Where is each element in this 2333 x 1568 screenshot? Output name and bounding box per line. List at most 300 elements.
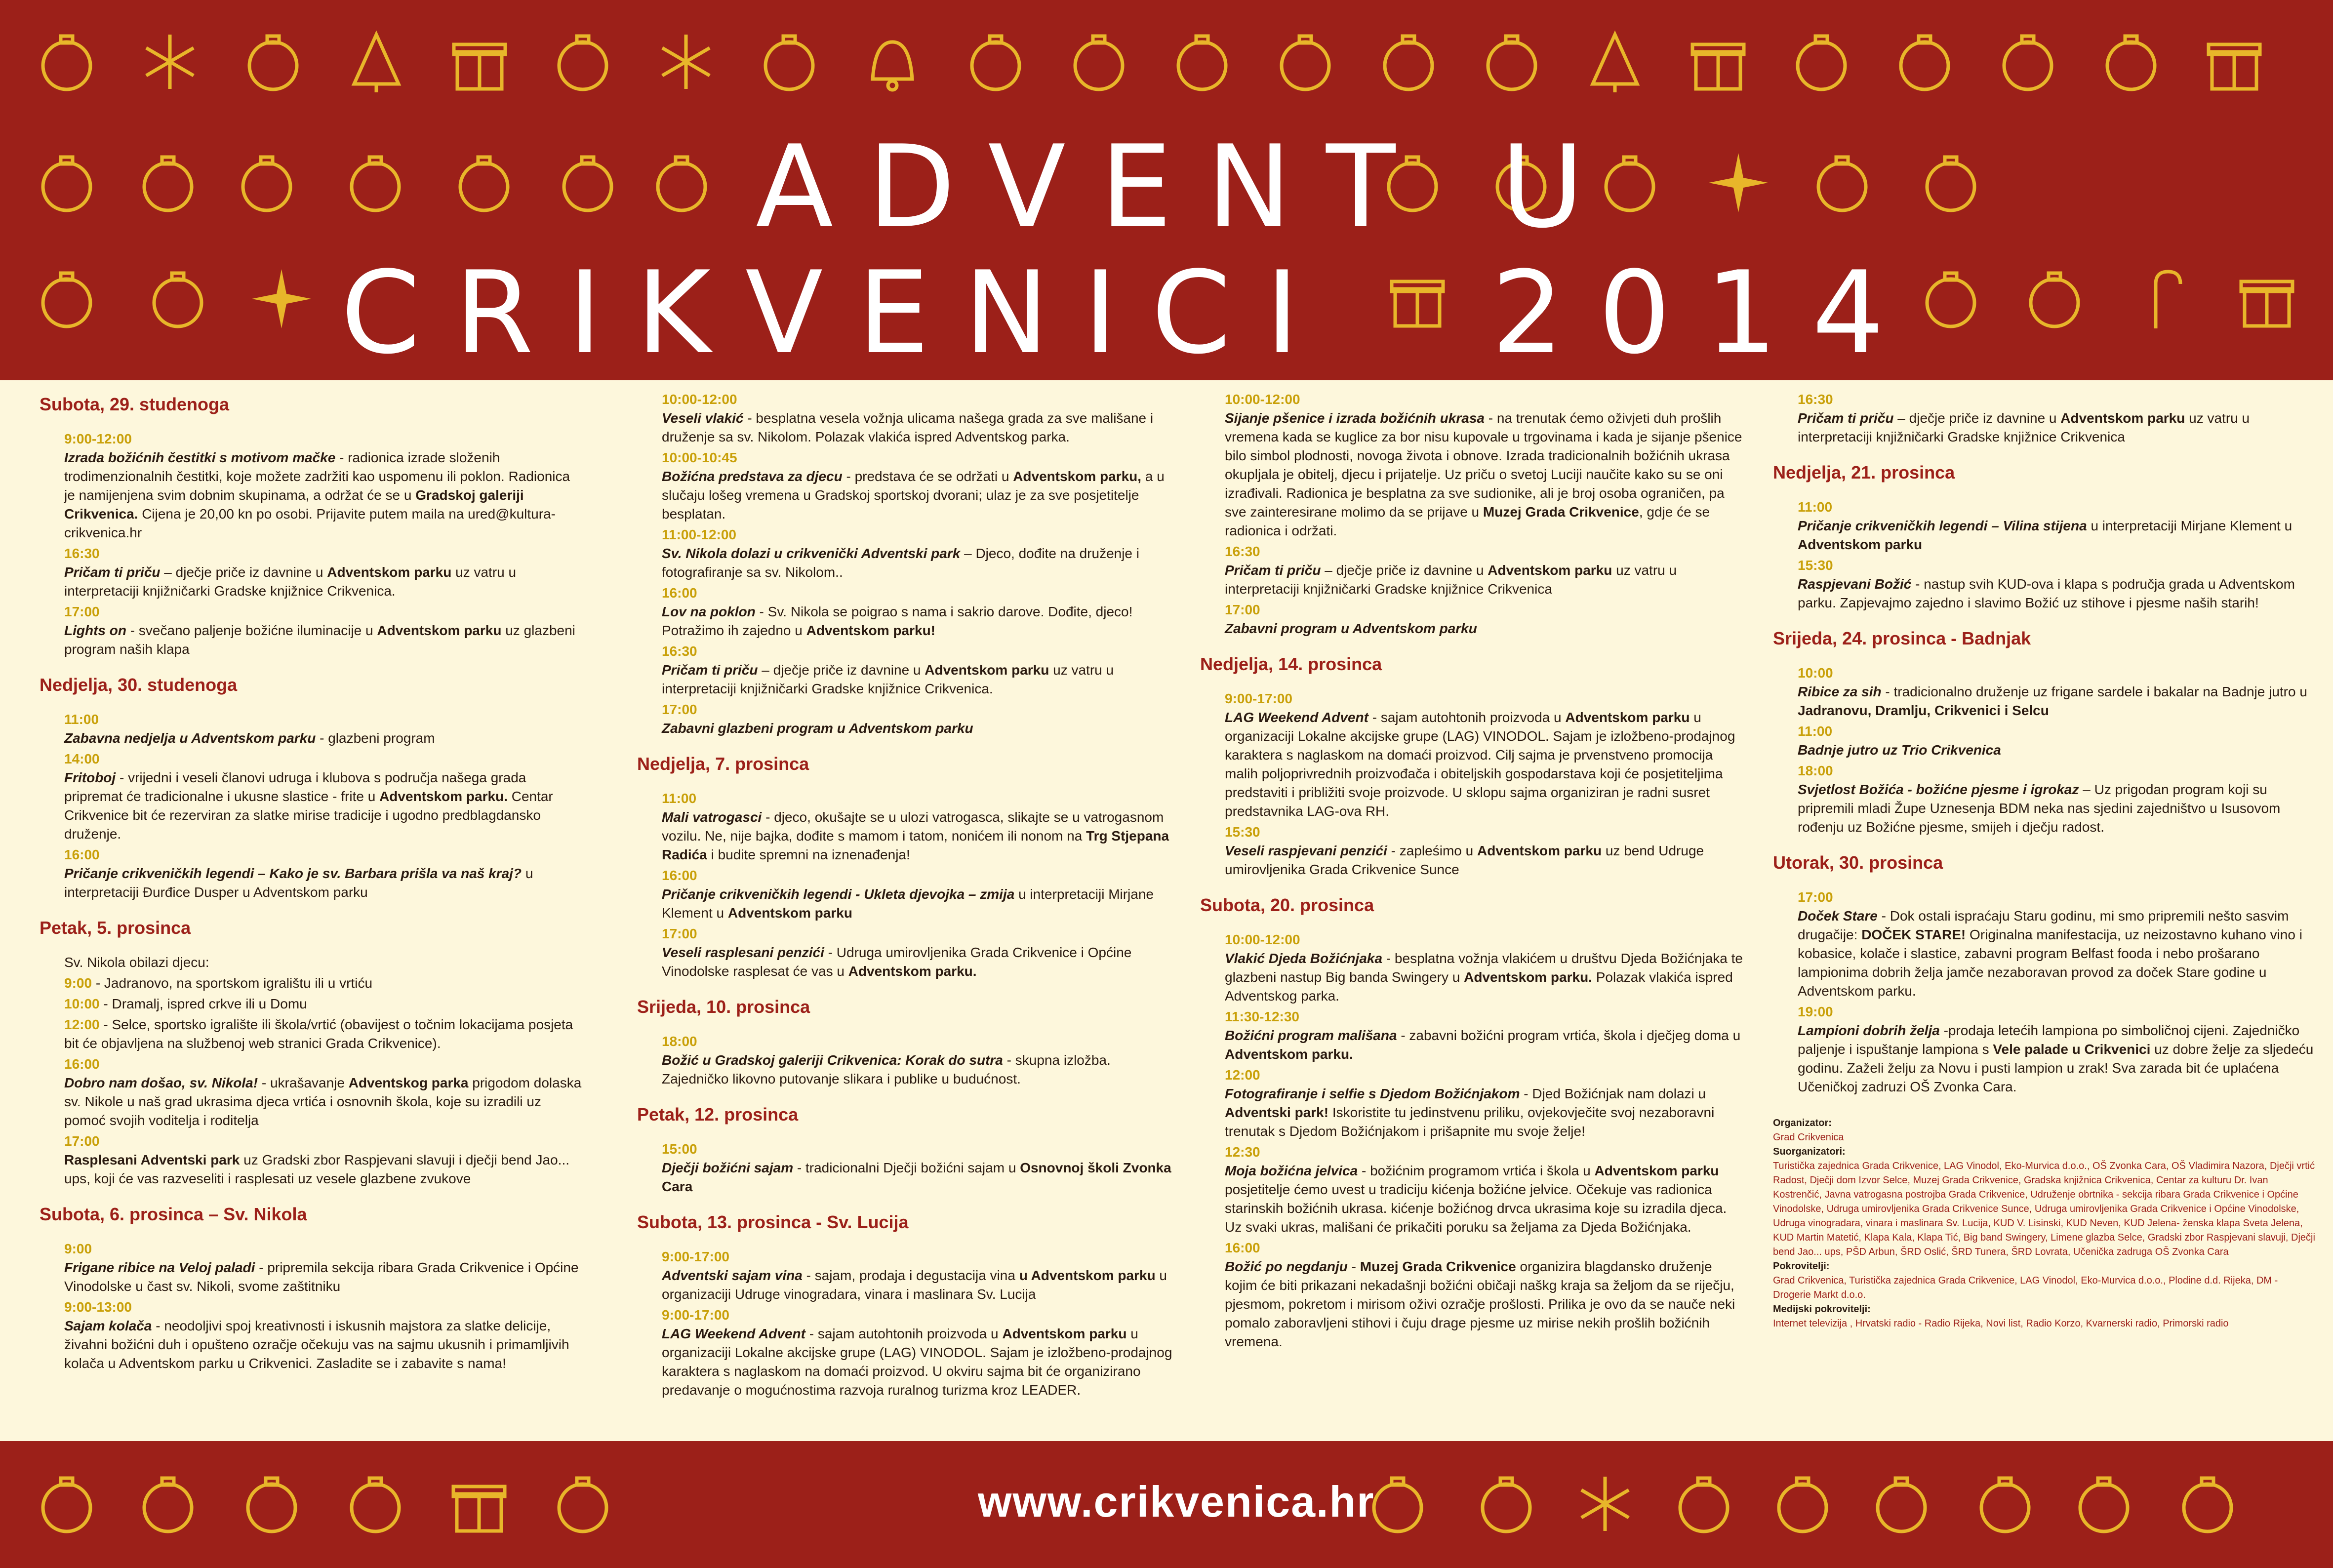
event-item — [662, 789, 1180, 864]
event-location: Adventskom parku — [2060, 410, 2185, 426]
event-item — [662, 390, 1180, 446]
event-time: 11:00 — [1798, 724, 1833, 739]
event-description: – dječje priče iz davnine u — [758, 662, 925, 678]
event-name: Pričanje crikveničkih legendi – Kako je sv. Barbara prišla va naš kraj? — [64, 866, 522, 881]
event-item — [1225, 930, 1743, 1005]
cracker-icon — [232, 148, 301, 217]
event-name: Sajam kolača — [64, 1318, 152, 1333]
credits-text: Grad Crikvenica, Turistička zajednica Grada Crikvenice, LAG Vinodol, Eko-Murvica d.o.o., Plodine d.d. Rijeka, DM - Drogerie Markt d.o.o. — [1773, 1275, 2278, 1300]
event-description-cont: u organizaciji Lokalne akcijske grupe (LAG) VINODOL. Sajam je izložbeno-prodajnog karaktera s naglaskom na domaći proizvod. Cilj sajma je prvenstveno promocija malih poljoprivrednih proizvođača i obiteljskih gospodarstava koji će posjetiteljima predstaviti i približiti svoje proizvode. U sklopu sajma organiziran je radni susret predstavnika LAG-ova RH. — [1225, 710, 1735, 819]
day-heading: Subota, 29. studenoga — [40, 394, 230, 414]
event-description: - — [1347, 1259, 1360, 1274]
holly-icon — [1971, 1469, 2040, 1538]
event-time: 19:00 — [1798, 1004, 1833, 1019]
sleigh-icon — [1477, 27, 1546, 96]
event-item — [662, 642, 1180, 698]
event-time: 16:30 — [1225, 544, 1260, 559]
event-item — [662, 866, 1180, 923]
event-time: 10:00-12:00 — [662, 392, 737, 407]
event-name: LAG Weekend Advent — [662, 1326, 805, 1341]
event-time: 16:00 — [662, 868, 697, 883]
event-location: Adventskom parku. — [1225, 1046, 1353, 1062]
event-time: 15:30 — [1798, 558, 1833, 573]
event-item — [1225, 1239, 1743, 1351]
elf-singing-icon — [2020, 264, 2089, 333]
event-time: 11:30-12:30 — [1225, 1009, 1300, 1024]
event-description-cont: uz vatru u interpretaciji knjižničarki Gradske knjižnice Crikvenica — [1798, 410, 2250, 444]
event-item — [64, 430, 583, 542]
pudding-icon — [449, 148, 519, 217]
event-description: – Uz prigodan program koji su pripremili mladi Župe Uznesenja BDM neka nas sjedini zajedništvo u Isusovom rođenju uz Božićne pjesme, smijeh i dječju radost. — [1798, 782, 2281, 835]
event-location: Adventskom parku — [377, 623, 502, 638]
event-item — [64, 1132, 583, 1188]
event-name: Božićni program mališana — [1225, 1028, 1397, 1043]
day-heading: Nedjelja, 30. studenoga — [40, 675, 238, 695]
music-notes-icon — [1867, 1469, 1936, 1538]
event-location: Rasplesani Adventski park — [64, 1152, 240, 1167]
event-description: – Djeco, dođite na druženje i fotografiranje sa sv. Nikolom.. — [662, 546, 1140, 580]
event-item — [1225, 1007, 1743, 1064]
gift-icon — [445, 27, 514, 96]
event-location: Adventskom parku — [1798, 537, 1923, 552]
event-description: - besplatna vesela vožnja ulicama našega grada za sve mališane i druženje sa sv. Nikolom. Polazak vlakića ispred Adventskog parka. — [662, 410, 1154, 444]
event-time: 17:00 — [1225, 602, 1260, 617]
event-item — [64, 995, 583, 1013]
event-location: Adventskom parku — [1565, 710, 1690, 725]
shopping-bag-icon — [1993, 27, 2062, 96]
event-time: 17:00 — [662, 926, 697, 941]
event-time: 16:00 — [662, 585, 697, 601]
elf-singing-icon — [1916, 148, 1985, 217]
event-item — [662, 925, 1180, 981]
elf-icon — [143, 264, 212, 333]
gingerbread-icon — [1808, 148, 1877, 217]
event-description: - glazbeni program — [316, 730, 435, 746]
event-time: 9:00 — [64, 975, 92, 991]
event-location: Jadranovu, Dramlju, Crikvenici i Selcu — [1798, 703, 2049, 718]
event-description: - zapleśimo u — [1387, 843, 1477, 858]
event-location: Adventskom parku — [727, 905, 852, 921]
event-name: Pričanje crikveničkih legendi – Vilina stijena — [1798, 518, 2087, 533]
event-description-cont: uz vatru u interpretaciji knjižničarki Gradske knjižnice Crikvenica. — [64, 564, 517, 599]
event-time: 9:00 — [64, 1241, 92, 1256]
icon-row-top — [0, 27, 2333, 126]
angel-icon — [32, 264, 101, 333]
wreath-icon — [961, 27, 1030, 96]
event-time: 16:30 — [64, 546, 100, 561]
star-icon — [247, 264, 316, 333]
event-time: 17:00 — [64, 1133, 100, 1149]
christmas-tree-icon — [342, 27, 411, 96]
event-time: 10:00 — [64, 996, 100, 1011]
event-description: - sajam autohtonih proizvoda u — [805, 1326, 1003, 1341]
event-description: - Djed Božićnjak nam dolazi u — [1520, 1086, 1706, 1101]
event-time: 18:00 — [1798, 763, 1833, 778]
event-description: - Dramalj, ispred crkve ili u Domu — [99, 996, 307, 1011]
event-description: -prodaja letećih lampiona po simboličnoj cijeni. Zajedničko paljenje i ispuštanje lampiona s — [1798, 1023, 2300, 1057]
event-description: - sajam autohtonih proizvoda u — [1368, 710, 1566, 725]
event-name: Doček Stare — [1798, 908, 1878, 924]
event-item — [1225, 390, 1743, 540]
event-name: Pričam ti priču — [1798, 410, 1894, 426]
event-location: Adventskog parka — [348, 1075, 469, 1090]
event-description: - tradicionalni Dječji božićni sajam u — [793, 1160, 1020, 1175]
event-item — [64, 1055, 583, 1130]
event-name: Lampioni dobrih želja — [1798, 1023, 1940, 1038]
event-description: - Jadranovo, na sportskom igralištu ili u vrtiću — [92, 975, 373, 991]
event-description-cont: u organizaciji Lokalne akcijske grupe (LAG) VINODOL. Sajam je izložbeno-prodajnog karaktera s naglaskom na domaći proizvod. U okviru sajma bit će organizirano predavanje o mogućnostima razvoja ruralnog turizma kroz LEADER. — [662, 1326, 1172, 1398]
event-name: Božić u Gradskoj galeriji Crikvenica: Korak do sutra — [662, 1052, 1003, 1068]
event-item — [1225, 689, 1743, 821]
event-item — [64, 710, 583, 748]
event-item — [64, 603, 583, 659]
event-time: 9:00-13:00 — [64, 1299, 132, 1315]
event-description-cont: Centar Crikvenice bit će rezerviran za slatke mirise tradicije i ugodno predblagdansko druženje. — [64, 789, 553, 842]
event-time: 9:00-17:00 — [662, 1249, 729, 1264]
day-heading: Subota, 20. prosinca — [1200, 895, 1374, 915]
event-item — [1225, 601, 1743, 638]
event-time: 14:00 — [64, 751, 100, 766]
event-item — [64, 544, 583, 601]
event-name: Ribice za sih — [1798, 684, 1882, 699]
event-name: Veseli rasplesani penzići — [662, 945, 824, 960]
event-item — [662, 525, 1180, 582]
event-time: 10:00-12:00 — [1225, 932, 1300, 947]
event-location: Adventskom parku, — [1013, 469, 1142, 484]
day-heading: Srijeda, 24. prosinca - Badnjak — [1773, 628, 2031, 648]
event-time: 11:00 — [1798, 499, 1833, 515]
event-description: - božićnim programom vrtića i škola u — [1358, 1163, 1595, 1178]
event-name: Veseli vlakić — [662, 410, 744, 426]
event-description: - Udruga umirovljenika Grada Crikvenice i Općine Vinodolske rasplesat će vas u — [662, 945, 1132, 979]
title-year: 2014 — [1491, 247, 1919, 379]
day-heading: Subota, 13. prosinca - Sv. Lucija — [637, 1212, 909, 1232]
event-description-cont: uz vatru u interpretaciji knjižničarki Gradske knjižnice Crikvenica — [1225, 563, 1677, 597]
day-heading: Srijeda, 10. prosinca — [637, 997, 810, 1017]
day-heading: Utorak, 30. prosinca — [1773, 852, 1943, 873]
event-description: - Dok ostali ispraćaju Staru godinu, mi smo pripremili nešto sasvim drugačije: — [1798, 908, 2289, 942]
candle-icon — [553, 148, 622, 217]
event-item — [64, 845, 583, 902]
event-description-cont: a u slučaju lošeg vremena u Gradskoj sportskoj dvorani; ulaz je za sve posjetitelje besplatan. — [662, 469, 1165, 522]
event-location: Adventskom parku — [1488, 563, 1612, 578]
event-name: Zabavni glazbeni program u Adventskom parku — [662, 721, 973, 736]
event-description: - tradicionalno druženje uz frigane sardele i bakalar na Badnje jutro u — [1881, 684, 2307, 699]
event-description: - pripremila sekcija ribara Grada Crikvenice i Općine Vinodolske u čast sv. Nikoli, svome zaštitniku — [64, 1260, 579, 1294]
event-time: 12:00 — [64, 1017, 100, 1032]
event-description: u interpretaciji Đurđice Dusper u Adventskom parku — [64, 866, 533, 900]
event-time: 10:00-12:00 — [1225, 392, 1300, 407]
event-name: Moja božićna jelvica — [1225, 1163, 1358, 1178]
event-description-cont: uz glazbeni program naših klapa — [64, 623, 575, 657]
event-description-cont: u organizaciji Udruge vinogradara, vinara i maslinara Sv. Lucija — [662, 1268, 1167, 1302]
event-item — [64, 1015, 583, 1053]
event-name: Pričanje crikveničkih legendi - Ukleta djevojka – zmija — [662, 886, 1015, 902]
snowflake-icon — [135, 27, 204, 96]
event-description: - Selce, sportsko igralište ili škola/vrtić (obavijest o točnim lokacijama posjeta bit će objavljena na službenoj web stranici Grada Crikvenice). — [64, 1017, 573, 1051]
event-location: Adventski park! — [1225, 1105, 1329, 1120]
event-description-cont: uz bend Udruge umirovljenika Grada Crikvenice Sunce — [1225, 843, 1704, 877]
event-item — [662, 1032, 1180, 1088]
event-item — [662, 700, 1180, 738]
ornament-icon — [32, 27, 101, 96]
event-description-cont: uz dobre želje za sljedeću godinu. Zaželi želju za Novu i pusti lampion u zrak! Sva zarada bit će uplaćena Učeničkoj zadruzi OŠ Zvonka Cara. — [1798, 1042, 2314, 1094]
event-description-cont: Polazak vlakića ispred Adventskog parka. — [1225, 969, 1733, 1004]
credits-label: Suorganizatori: — [1773, 1146, 1846, 1157]
event-description-cont: prigodom dolaska sv. Nikole u naš grad ukrasima djeca vrtića i osnovnih škola, koje su izradili uz pomoć svojih voditelja i roditelja — [64, 1075, 582, 1128]
event-location: DOČEK STARE! — [1861, 927, 1966, 942]
event-name: Izrada božićnih čestitki s motivom mačke — [64, 450, 336, 465]
event-time: 9:00-17:00 — [662, 1307, 729, 1323]
event-time: 17:00 — [662, 702, 697, 717]
event-description: - Sv. Nikola se poigrao s nama i sakrio darove. Dođite, djeco! Potražimo ih zajedno u — [662, 604, 1133, 638]
christmas-tree-icon — [1580, 27, 1649, 96]
event-location: Adventskom parku. — [848, 964, 977, 979]
event-item — [1225, 1066, 1743, 1141]
website-link[interactable]: www.crikvenica.hr — [978, 1477, 1375, 1526]
event-name: Božić po negdanju — [1225, 1259, 1348, 1274]
event-location: Adventskom parku. — [1464, 969, 1592, 985]
event-time: 11:00-12:00 — [662, 527, 737, 542]
event-item — [662, 1247, 1180, 1304]
event-description-cont: Originalna manifestacija, uz neizostavno kuhano vino i kobasice, kolače i slastice, zabavni program Belfast fooda i nebo prošarano lampionima dobrih želja jamče nezaboravan provod za doček Stare godine u Adventskom parku. — [1798, 927, 2302, 999]
event-name: Mali vatrogasci — [662, 809, 762, 825]
credits-label: Medijski pokrovitelji: — [1773, 1304, 1871, 1315]
event-description: - sajam, prodaja i degustacija vina — [802, 1268, 1019, 1283]
reindeer-icon — [341, 148, 410, 217]
event-description: - ukrašavanje — [258, 1075, 349, 1090]
event-name: Dječji božićni sajam — [662, 1160, 794, 1175]
stocking-icon — [133, 1469, 202, 1538]
stocking-icon — [1890, 27, 1959, 96]
santa-icon — [32, 1469, 101, 1538]
snowflake-icon — [651, 27, 721, 96]
event-item — [1798, 1003, 2316, 1096]
event-description-cont: organizira blagdansko druženje kojim će biti prikazani nekadašnji božićni običaji naškg kraja sa željom da se riječju, pjesmom, pokretom i mirisom oživi ozračje prošlosti. Prilika je ovo da se nauče neki pomalo zaboravljeni stihovi i čuju drage pjesme uz mirise nekih prošlih božićnih vremena. — [1225, 1259, 1735, 1349]
event-location: Adventskom parku! — [806, 623, 936, 638]
event-description: - vrijedni i veseli članovi udruga i klubova s područja našega grada pripremat će tradicionalne i ukusne slastice - frite u — [64, 770, 526, 804]
title-crikvenici: CRIKVENICI — [341, 247, 1334, 379]
event-description: - nastup svih KUD-ova i klapa s područja grada u Adventskom parku. Zapjevajmo zajedno i slavimo Božić uz stihove i pjesme naših starih! — [1798, 576, 2295, 610]
credits-block — [1773, 1116, 2316, 1331]
event-item — [662, 448, 1180, 523]
penguin-icon — [32, 148, 101, 217]
credits-text: Grad Crikvenica — [1773, 1132, 1844, 1143]
event-location: Adventskom parku. — [379, 789, 508, 804]
event-location: Adventskom parku — [1002, 1326, 1127, 1341]
event-time: 9:00-17:00 — [1225, 691, 1292, 706]
event-location: Adventskom parku — [925, 662, 1049, 678]
event-description-cont: , gdje će se radionica i održati. — [1225, 504, 1710, 538]
event-name: Vlakić Djeda Božićnjaka — [1225, 951, 1383, 966]
event-location: Adventskom parku — [1477, 843, 1602, 858]
gift-tag-icon — [444, 1469, 514, 1538]
event-item — [662, 1140, 1180, 1196]
event-time: 11:00 — [64, 712, 99, 727]
day-heading: Nedjelja, 7. prosinca — [637, 754, 809, 774]
event-description: – dječje priče iz davnine u — [1893, 410, 2061, 426]
candy-cane-icon — [2129, 264, 2198, 333]
event-description-cont: Iskoristite tu jedinstvenu priliku, ovjekovječite svoj nezaboravni trenutak s Djedom Božićnjakom i prišapnite mu svoje želje! — [1225, 1105, 1715, 1139]
event-description: – dječje priče iz davnine u — [160, 564, 327, 580]
cracker-icon — [2173, 1469, 2242, 1538]
event-location: Vele palade u Crikvenici — [1993, 1042, 2151, 1057]
angel-icon — [1472, 1469, 1541, 1538]
event-time: 16:30 — [662, 643, 697, 659]
event-time: 11:00 — [662, 791, 697, 806]
star-icon — [1704, 148, 1773, 217]
event-description: - predstava će se održati u — [842, 469, 1013, 484]
snowman-icon — [548, 27, 617, 96]
event-location: Osnovnoj školi Zvonka Cara — [662, 1160, 1171, 1194]
event-name: Pričam ti priču — [1225, 563, 1321, 578]
cracker-icon — [647, 148, 716, 217]
day-heading: Petak, 12. prosinca — [637, 1104, 799, 1125]
event-description-cont: Cijena je 20,00 kn po osobi. Prijavite putem maila na ured@kultura-crikvenica.hr — [64, 506, 556, 540]
credits-text: Turistička zajednica Grada Crikvenice, LAG Vinodol, Eko-Murvica d.o.o., OŠ Zvonka Cara, OŠ Vladimira Nazora, Dječji vrtić Radost, Dječji dom Izvor Selce, Muzej Grada Crikvenice, Gradska knjižnica Crikvenica, Centar za kulturu Dr. Ivan Kostrenčić, Javna vatrogasna postrojba Grada Crikvenice, Udruženje obrtnika - sekcija ribara Grada Crikvenice i Općine Vinodolske, Udruga umirovljenika Grada Crikvenice Sunce, Udruga umirovljenika Grada Crikvenice i Općine Vinodolske, Udruga vinogradara, vinara i maslinara Sv. Lucija, KUD V. Lisinski, KUD Neven, KUD Jelena- ženska klapa Sveta Jelena, KUD Martin Matetić, Klapa Kala, Klapa Tić, Big band Swingery, Limene glazba Selce, Gradski zbor Raspjevani slavuji, Dječji bend Jao... ups, PŠD Arbun, ŠRD Oslić, ŠRD Tunera, ŠRD Lovrata, Učenička zadruga OŠ Zvonka Cara — [1773, 1161, 2315, 1257]
event-name: Fritoboj — [64, 770, 116, 785]
schedule-column-4 — [1773, 390, 2316, 1331]
snow-globe-icon — [133, 148, 202, 217]
event-description: - radionica izrade složenih trodimenzionalnih čestitki, koje možete zadržiti kao uspomenu ili poklon. Radionica je namijenjena svim dobnim skupinama, a održat će se u — [64, 450, 570, 503]
event-name: Sijanje pšenice i izrada božićnih ukrasa — [1225, 410, 1485, 426]
event-location: Trg Stjepana Radića — [662, 828, 1169, 862]
bow-icon — [1064, 27, 1133, 96]
event-time: 16:00 — [64, 1056, 100, 1072]
event-description: - na trenutak ćemo oživjeti duh prošlih vremena kada se kuglice za bor nisu kupovale u trgovinama i kada je sijanje pšenice bilo simbol plodnosti, novoga života i obnove. Izrada tradicionalnih božićnih ukrasa okupljala je obitelj, djecu i prijatelje. Uz priču o svetoj Luciji naučite kako su se oni izrađivali. Radionica je besplatna za sve sudionike, ali je broj osoba ograničen, pa sve zainteresirane molimo da se prijave u — [1225, 410, 1742, 520]
event-description: u interpretaciji Mirjane Klement u — [2087, 518, 2293, 533]
event-location: Adventskom parku — [327, 564, 452, 580]
event-location: Adventskom parku — [1594, 1163, 1719, 1178]
event-description: - neodoljivi spoj kreativnosti i iskusnih majstora za slatke delicije, živahni božićni duh i opušteno ozračje očekuju vas na sajmu ukusnih i primamljivih kolača u Adventskom parku u Crikvenici. Zasladite se i zabavite s nama! — [64, 1318, 569, 1371]
title-advent-u: ADVENT U — [756, 121, 1619, 253]
event-description: - besplatna vožnja vlakićem u društvu Djeda Božićnjaka te glazbeni nastup Big banda Swingery u — [1225, 951, 1743, 985]
event-item — [1225, 1143, 1743, 1237]
event-location: Muzej Grada Crikvenice — [1483, 504, 1639, 520]
event-description-cont: uz Gradski zbor Raspjevani slavuji i dječji bend Jao... ups, koji će vas razveseliti i rasplesati uz vesele glazbene zvukove — [64, 1152, 569, 1186]
event-description: Sv. Nikola obilazi djecu: — [64, 955, 209, 970]
event-item — [1225, 542, 1743, 599]
event-name: Pričam ti priču — [662, 662, 758, 678]
event-description: - svečano paljenje božićne iluminacije u — [126, 623, 377, 638]
event-item — [1798, 664, 2316, 720]
day-heading: Petak, 5. prosinca — [40, 918, 191, 938]
gift-icon — [2232, 264, 2301, 333]
event-description-cont: posjetitelje ćemo uvest u tradiciju kićenja božićne jelvice. Očekuje vas radionica starinskih božićnih ukrasa. kićenje božićnog drvca ukrasima koje su izradila djeca. Uz svaki ukras, mališani će prikačiti poruku sa željama za Djeda Božićnjaka. — [1225, 1182, 1727, 1235]
event-item — [1798, 722, 2316, 760]
shopping-bag-icon — [237, 1469, 306, 1538]
event-item — [1798, 556, 2316, 612]
event-location: u Adventskom parku — [1019, 1268, 1156, 1283]
event-name: Lights on — [64, 623, 126, 638]
event-time: 10:00 — [1798, 665, 1833, 681]
event-item — [1798, 390, 2316, 446]
credits-text: Internet televizija , Hrvatski radio - Radio Rijeka, Novi list, Radio Korzo, Kvarnerski radio, Primorski radio — [1773, 1318, 2229, 1329]
event-name: Zabavni program u Adventskom parku — [1225, 621, 1477, 636]
schedule-column-1 — [40, 390, 583, 1375]
bird-icon — [341, 1469, 410, 1538]
snow-globe-icon — [2069, 1469, 2138, 1538]
event-name: Svjetlost Božića - božićne pjesme i igrokaz — [1798, 782, 2079, 797]
event-name: Dobro nam došao, sv. Nikola! — [64, 1075, 258, 1090]
event-name: Sv. Nikola dolazi u crikvenički Adventski park — [662, 546, 961, 561]
bird-icon — [2096, 27, 2166, 96]
event-item — [1798, 888, 2316, 1001]
bell-icon — [858, 27, 927, 96]
event-description-cont: uz vatru u interpretaciji knjižničarki Gradske knjižnice Crikvenica. — [662, 662, 1114, 696]
event-item — [64, 953, 583, 972]
event-time: 15:00 — [662, 1141, 697, 1157]
event-name: Pričam ti priču — [64, 564, 161, 580]
event-time: 10:00-10:45 — [662, 450, 737, 465]
event-time: 17:00 — [64, 604, 100, 619]
event-description: u interpretaciji Mirjane Klement u — [662, 886, 1154, 921]
penguin-icon — [1271, 27, 1340, 96]
sleigh-icon — [239, 27, 308, 96]
event-name: Veseli raspjevani penzići — [1225, 843, 1387, 858]
event-description: – dječje priče iz davnine u — [1321, 563, 1488, 578]
santa-icon — [1787, 27, 1856, 96]
event-time: 16:00 — [1225, 1240, 1260, 1255]
event-description-cont: i budite spremni na iznenađenja! — [707, 847, 910, 862]
credits-label: Pokrovitelji: — [1773, 1261, 1830, 1272]
event-description: - djeco, okušajte se u ulozi vatrogasca, slikajte se u vatrogasnom vozilu. Ne, nije bajka, dođite s mamom i tatom, nonićem ili nonom na — [662, 809, 1164, 844]
event-description: - skupna izložba. Zajedničko likovno putovanje slikara i publike u budućnost. — [662, 1052, 1111, 1086]
event-item — [1798, 762, 2316, 837]
event-item — [662, 584, 1180, 640]
snow-globe-icon — [1374, 27, 1443, 96]
candy-icon — [1167, 27, 1237, 96]
schedule-column-2 — [637, 390, 1180, 1402]
schedule-column-3 — [1200, 390, 1743, 1353]
event-name: Frigane ribice na Veloj paladi — [64, 1260, 255, 1275]
event-location: Muzej Grada Crikvenice — [1360, 1259, 1516, 1274]
event-name: Raspjevani Božić — [1798, 576, 1912, 592]
event-name: Lov na poklon — [662, 604, 756, 619]
snowflake-icon — [1570, 1469, 1640, 1538]
event-time: 17:00 — [1798, 889, 1833, 905]
gingerbread-icon — [1916, 264, 1985, 333]
sleigh-icon — [1669, 1469, 1738, 1538]
candle-light-icon — [755, 27, 824, 96]
credits-label: Organizator: — [1773, 1118, 1832, 1128]
event-name: Zabavna nedjelja u Adventskom parku — [64, 730, 316, 746]
gift-tag-icon — [2200, 27, 2269, 96]
event-name: Fotografiranje i selfie s Djedom Božićnjakom — [1225, 1086, 1520, 1101]
event-time: 9:00-12:00 — [64, 431, 132, 446]
event-name: LAG Weekend Advent — [1225, 710, 1368, 725]
event-time: 18:00 — [662, 1034, 697, 1049]
day-heading: Nedjelja, 14. prosinca — [1200, 654, 1382, 674]
gingerbread-icon — [1768, 1469, 1837, 1538]
event-name: Badnje jutro uz Trio Crikvenica — [1798, 742, 2001, 758]
event-location: Gradskoj galeriji Crikvenica. — [64, 487, 524, 522]
event-time: 15:30 — [1225, 824, 1260, 840]
event-item — [64, 1240, 583, 1296]
event-item — [64, 974, 583, 993]
gift-sack-icon — [1383, 264, 1452, 333]
event-item — [1225, 823, 1743, 879]
event-item — [64, 1298, 583, 1373]
event-name: Božićna predstava za djecu — [662, 469, 843, 484]
event-item — [64, 750, 583, 844]
event-time: 12:30 — [1225, 1144, 1260, 1160]
event-description: - zabavni božićni program vrtića, škola i dječjeg doma u — [1397, 1028, 1741, 1043]
day-heading: Nedjelja, 21. prosinca — [1773, 462, 1955, 482]
event-item — [1798, 498, 2316, 554]
day-heading: Subota, 6. prosinca – Sv. Nikola — [40, 1204, 307, 1224]
santa-icon — [548, 1469, 617, 1538]
